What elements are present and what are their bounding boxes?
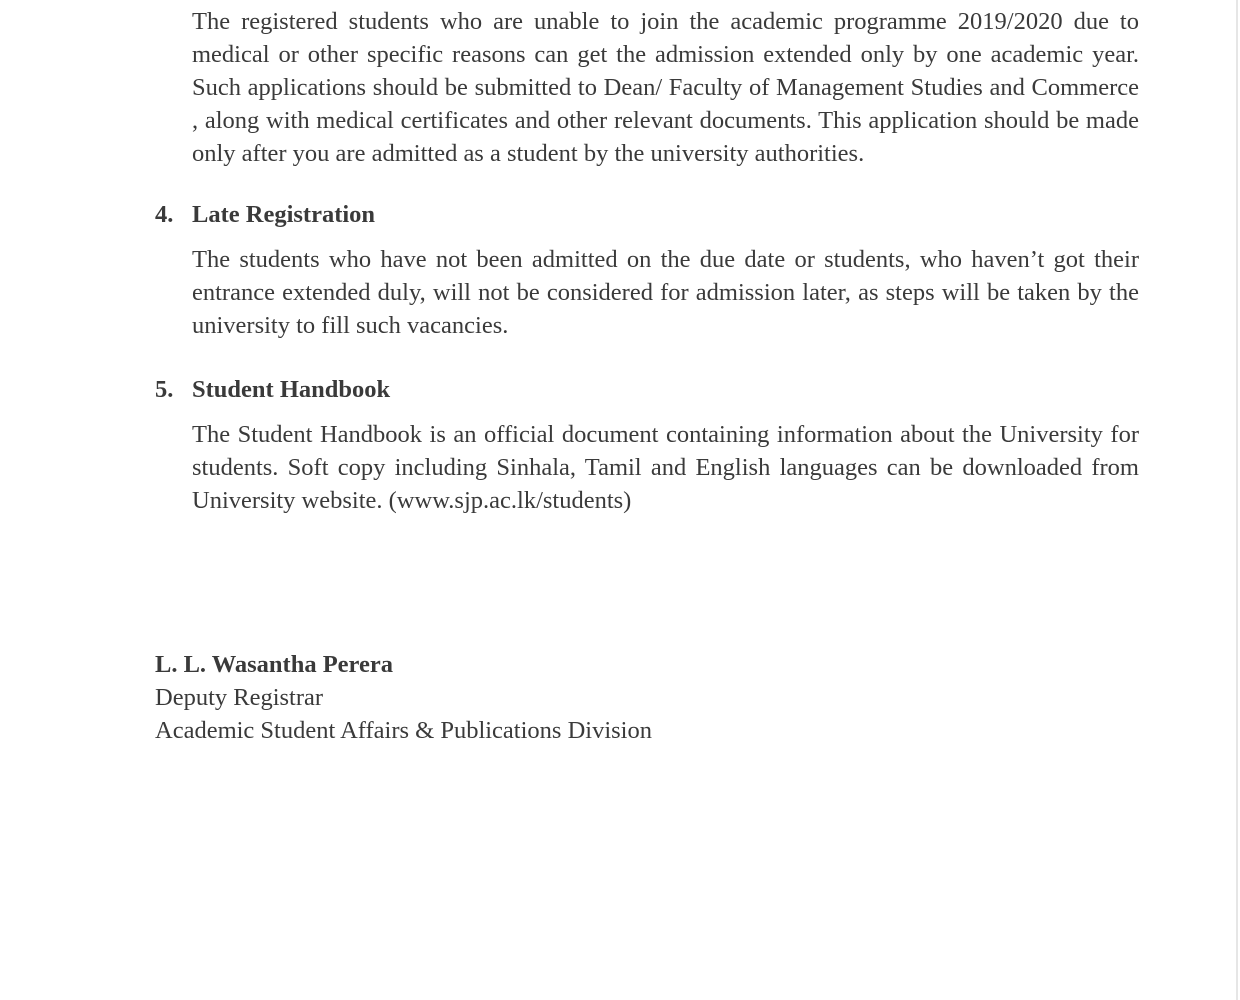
signatory-name: L. L. Wasantha Perera [155, 651, 393, 678]
signature-block [155, 648, 652, 747]
section-number: 4. [155, 201, 174, 228]
section-title: Late Registration [192, 201, 376, 228]
section-title: Student Handbook [192, 376, 391, 403]
intro-paragraph: The registered students who are unable to join the academic programme 2019/2020 due to medical or other specific reasons can get the admission extended only by one academic year. Such applications should be submitted to Dean/ Faculty of Management Studies and Commerce , along with medical certificates and other relevant documents. This application should be made only after you are admitted as a student by the university authorities. [192, 8, 1139, 167]
section-heading-late-registration [155, 200, 375, 230]
signatory-position: Deputy Registrar [155, 684, 324, 711]
section-heading-student-handbook [155, 375, 390, 405]
signatory-division: Academic Student Affairs & Publications Division [155, 717, 652, 744]
section-number: 5. [155, 376, 174, 403]
student-handbook-paragraph: The Student Handbook is an official document containing information about the University for students. Soft copy including Sinhala, Tamil and English languages can be downloaded from University website. (www.sjp.ac.lk/students) [192, 421, 1139, 514]
late-registration-paragraph: The students who have not been admitted on the due date or students, who haven’t got their entrance extended duly, will not be considered for admission later, as steps will be taken by the university to fill such vacancies. [192, 246, 1139, 339]
scan-edge-line [1236, 0, 1238, 1000]
